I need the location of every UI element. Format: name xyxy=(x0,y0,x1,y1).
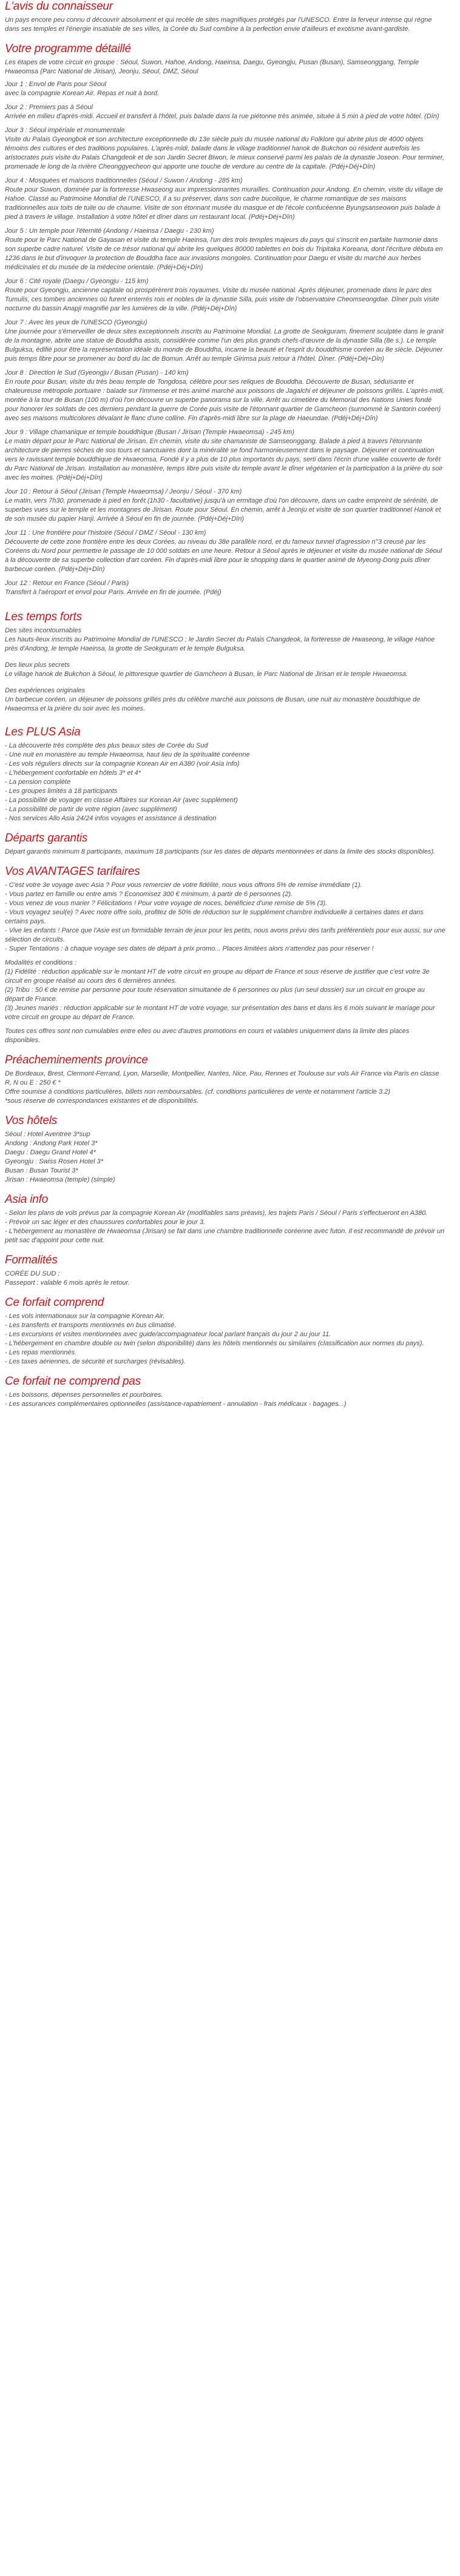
highlight-group xyxy=(5,686,445,714)
day-title: Jour 7 : Avec les yeux de l'UNESCO (Gyeongju) xyxy=(5,319,147,326)
day-title: Jour 9 : Village chamanique et temple bouddhique (Busan / Jirisan (Temple Hwaeomsa) - 245 km) xyxy=(5,429,294,436)
program-day xyxy=(5,318,445,364)
day-body: Une journée pour s'émerveiller de deux sites exceptionnels inscrits au Patrimoine Mondial. La grotte de Seokguram, finement sculptée dans le granit de la montagne, abrite une statue de Bouddha assis, considérée comme l'un des plus grands chefs-d'œuvre de la dynastie Silla (8e s.). Le temple Bulguksa, édifié pour être la représentation idéale du monde de Bouddha, incarne la beauté et l'esprit du bouddhisme coréen au 8e siècle. Déjeuner puis temps libre pour se promener au bord du lac de Bomun. Arrêt au temple Girimsa puis retour à l'hôtel. Dîner. (Pdéj+Déj+Dîn) xyxy=(5,328,444,363)
day-title: Jour 10 : Retour à Séoul (Jirisan (Temple Hwaeomsa) / Jeonju / Séoul - 370 km) xyxy=(5,488,242,495)
plus-item: - Nos services Allo Asia 24/24 infos voyages et assistance à destination xyxy=(5,815,217,822)
plus-heading: Les PLUS Asia xyxy=(5,726,81,738)
highlight-body: Un barbecue coréen, un déjeuner de poissons grillés près du célèbre marché aux poissons de Busan, une nuit au monastère bouddhique de Hwaeomsa et la prière du soir avec les moines. xyxy=(5,696,421,712)
program-days xyxy=(5,80,445,597)
preroutings-section xyxy=(5,1054,445,1106)
plus-item: - La découverte très complète des plus beaux sites de Corée du Sud xyxy=(5,742,208,749)
advantages-conditions-title: Modalités et conditions : xyxy=(5,959,77,966)
info-section xyxy=(5,1193,445,1245)
day-title: Jour 5 : Un temple pour l'éternité (Andong / Haeinsa / Daegu - 230 km) xyxy=(5,227,214,235)
day-title: Jour 12 : Retour en France (Séoul / Paris) xyxy=(5,580,129,587)
day-title: Jour 8 : Direction le Sud (Gyeongju / Busan (Pusan) - 140 km) xyxy=(5,369,189,376)
info-list xyxy=(5,1209,445,1245)
highlight-title: Des sites incontournables xyxy=(5,627,81,634)
preroutings-note: *sous réserve de correspondances existantes et de disponibilités. xyxy=(5,1097,199,1105)
condition-item: (1) Fidélité : réduction applicable sur le montant HT de votre circuit en groupe au départ de France et sous réserve de justifier que c'est votre 3e circuit en groupe réalisé au cours des 6 dernières années. xyxy=(5,968,430,985)
included-heading: Ce forfait comprend xyxy=(5,1296,104,1309)
preroutings-heading: Préacheminements province xyxy=(5,1054,148,1066)
preroutings-text: De Bordeaux, Brest, Clermont-Ferrand, Lyon, Marseille, Montpellier, Nantes, Nice, Pau, Rennes et Toulouse sur vols Air France via Paris en classe R, N ou E : 250 € * xyxy=(5,1070,439,1086)
day-body: Le matin, vers 7h30, promenade à pied en forêt (1h30 - facultative) jusqu'à un ermitage d'où l'on découvre, dans un cadre empreint de sérénité, de superbes vues sur le temple et les montagnes de Jirisan. Route pour Séoul. En chemin, arrêt à Jeonju et visite de son quartier traditionnel Hanok et de son musée du papier Hanji. Arrivée à Séoul en fin de journée. (Pdéj+Déj+Dîn) xyxy=(5,497,441,523)
formalities-heading: Formalités xyxy=(5,1254,58,1266)
program-day xyxy=(5,369,445,423)
day-title: Jour 4 : Mosquées et maisons traditionnelles (Séoul / Suwon / Andong - 285 km) xyxy=(5,177,243,184)
hotels-list xyxy=(5,1130,445,1185)
program-day xyxy=(5,529,445,574)
connoisseur-section xyxy=(5,0,445,34)
program-day xyxy=(5,103,445,121)
hotel-item: Gyeongju : Swiss Rosen Hotel 3* xyxy=(5,1158,104,1165)
excluded-item: - Les assurances complémentaires optionnelles (assistance-rapatriement - annulation - frais médicaux - bagages...) xyxy=(5,1400,347,1408)
highlights-heading: Les temps forts xyxy=(5,611,82,623)
day-body: Route pour le Parc National de Gayasan et visite du temple Haeinsa, l'un des trois temples majeurs du pays qui s'inscrit en parfaite harmonie dans son superbe cadre naturel. Visite de ce trésor national qui abrite les quelques 80000 tablettes en bois du Tripitaka Koreana, dont l'écriture débuta en 1236 dans le but d'invoquer la protection de Bouddha face aux invasions mongoles. Continuation pour Daegu et visite du marché aux herbes médicinales et du musée de la médecine orientale. (Pdéj+Déj+Dîn) xyxy=(5,236,443,271)
info-item: - L'hébergement au monastère de Hwaeomsa (Jirisan) se fait dans une chambre traditionnelle coréenne avec futon. Il est recommandé de prévoir un petit sac d'appoint pour cette nuit. xyxy=(5,1228,445,1244)
formality-item: CORÉE DU SUD : xyxy=(5,1270,60,1277)
program-day xyxy=(5,227,445,272)
hotel-item: Jirisan : Hwaeomsa (temple) (simple) xyxy=(5,1176,115,1183)
program-day xyxy=(5,176,445,222)
formalities-list xyxy=(5,1270,445,1288)
day-body: Route pour Gyeongju, ancienne capitale où prospérèrent trois royaumes. Visite du musée national. Après déjeuner, promenade dans le parc des Tumulis, ces tombes anciennes où furent enterrés rois et nobles de la dynastie Silla, puis visite de l'observatoire Cheomseongdae. Dîner puis visite nocturne du bassin Anapji magnifié par les lumières de la ville. (Pdéj+Déj+Dîn) xyxy=(5,287,439,312)
hotels-section xyxy=(5,1114,445,1185)
included-item: - L'hébergement en chambre double ou twin (selon disponibilité) dans les hôtels mentionnés ou similaires (classification aux normes du pays). xyxy=(5,1340,424,1347)
info-item: - Selon les plans de vols prévus par la compagnie Korean Air (modifiables sans préavis), les trajets Paris / Séoul / Paris s'effectueront en A380. xyxy=(5,1209,428,1217)
highlight-title: Des expériences originales xyxy=(5,687,86,694)
info-heading: Asia info xyxy=(5,1193,49,1206)
advantage-item: - Vous venez de vous marier ? Félicitations ! Pour votre voyage de noces, bénéficiez d'une remise de 5% (3). xyxy=(5,900,328,907)
advantage-item: - C'est votre 3e voyage avec Asia ? Pour vous remercier de votre fidélité, nous vous offrons 5% de remise immédiate (1). xyxy=(5,882,362,889)
day-body: Visite du Palais Gyeongbok et son architecture exceptionnelle du 13e siècle puis du musée national du Folklore qui abrite plus de 4000 objets témoins des cultures et des traditions populaires. L'après-midi, balade dans le village traditionnel hanok de Bukchon où résident autrefois les aristocrates puis visite du Palais Changdeok et de son Jardin Secret Biwon, le mieux conservé parmi les palais de la dynastie Joseon. Pour terminer, promenade le long de la rivière Cheonggyecheon qui apporte une touche de verdure au centre de la capitale. (Pdéj+Déj+Dîn) xyxy=(5,136,444,170)
departures-text: Départ garantis minimum 8 participants, maximum 18 participants (sur les dates de départs mentionnées et dans la limite des stocks disponibles). xyxy=(5,848,436,855)
program-day xyxy=(5,579,445,597)
condition-item: (2) Tribu : 50 € de remise par personne pour toute réservation simultanée de 6 personnes ou plus (un seul dossier) sur un circuit en groupe au départ de France. xyxy=(5,986,425,1003)
departures-section xyxy=(5,832,445,857)
plus-item: - La possibilité de voyager en classe Affaires sur Korean Air (avec supplément) xyxy=(5,797,238,804)
day-body: Découverte de cette zone frontière entre les deux Corées, au niveau du 38e parallèle nord, et du fameux tunnel d'agression n°3 creusé par les Coréens du Nord pour permettre le passage de 10 000 soldats en une heure. Retour à Séoul après le déjeuner et visite du musée national de Séoul à la découverte de sa superbe collection d'art coréen. Fin d'après-midi libre pour le shopping dans le quartier animé de Myeong-Dong puis dîner barbecue coréen. (Pdéj+Déj+Dîn) xyxy=(5,538,442,573)
program-day xyxy=(5,428,445,483)
included-item: - Les vols internationaux sur la compagnie Korean Air. xyxy=(5,1313,165,1320)
formalities-section xyxy=(5,1254,445,1288)
included-list xyxy=(5,1312,445,1367)
advantages-conditions xyxy=(5,968,445,1022)
plus-list xyxy=(5,741,445,823)
day-body: Le matin départ pour le Parc National de Jirisan. En chemin, visite du site chamaniste de Samseonggang. Balade à pied à travers l'étonnante architecture de pierres sèches de sos tours et sanctuaires dont la minéralité se fond harmonieusement dans le paysage. Déjeuner et continuation vers le ravissant temple bouddhique de Hwaeomsa. Fondé il y a plus de 10 plus importants du pays, serti dans l'écrin d'une vallée couverte de forêt du Parc National de Jirisan. Installation au monastère, temps libre puis visite du temple avant le dîner végétarien et la participation à la prière du soir avec les moines. (Pdéj+Déj+Dîn) xyxy=(5,438,443,481)
excluded-list xyxy=(5,1391,445,1409)
info-item: - Prévoir un sac léger et des chaussures confortables pour le jour 3. xyxy=(5,1219,206,1226)
program-day xyxy=(5,126,445,172)
hotel-item: Andong : Andong Park Hotel 3* xyxy=(5,1140,98,1147)
highlight-group xyxy=(5,661,445,679)
highlights-groups xyxy=(5,626,445,714)
program-day xyxy=(5,487,445,524)
day-body: En route pour Busan, visite du très beau temple de Tongdosa, célèbre pour ses reliques de Bouddha. Découverte de Busan, séduisante et chaleureuse métropole portuaire : balade sur l'immense et très animé marché aux poissons de Jagalchi et déjeuner de poissons grillés. L'après-midi, montée à la tour de Busan (100 m) d'où l'on découvre un superbe panorama sur la ville. Arrêt au cimetière du Memorial des Nations Unies fondé pour honorer les soldats de ces derniers pendant la guerre de Corée puis visite de l'étonnant quartier de Gamcheon (surnommé le Santorin coréen) avec ses maisons multicolores dévalant le flanc d'une colline. Fin d'après-midi libre sur la plage de Haeundae. (Pdéj+Déj+Dîn) xyxy=(5,378,444,422)
hotels-heading: Vos hôtels xyxy=(5,1114,58,1127)
plus-item: - La pension complète xyxy=(5,778,71,786)
hotel-item: Daegu : Daegu Grand Hotel 4* xyxy=(5,1149,96,1156)
preroutings-offers: Offre soumise à conditions particulières, billets non remboursables. (cf. conditions particulières de vente et notamment l'article 3.2) xyxy=(5,1088,390,1096)
plus-item: - Les groupes limités à 18 participants xyxy=(5,788,118,795)
condition-item: (3) Jeunes mariés : réduction applicable sur le montant HT de votre voyage, sur présentation des bans et dans les 6 mois suivant le mariage pour votre circuit en groupe au départ de France. xyxy=(5,1005,435,1021)
excluded-item: - Les boissons, dépenses personnelles et pourboires. xyxy=(5,1391,163,1399)
day-body: Transfert à l'aéroport et envol pour Paris. Arrivée en fin de journée. (Pdéj) xyxy=(5,589,222,596)
included-item: - Les transferts et transports mentionnés en bus climatisé. xyxy=(5,1322,177,1329)
included-item: - Les taxes aériennes, de sécurité et surcharges (révisables). xyxy=(5,1358,186,1365)
included-section xyxy=(5,1296,445,1367)
program-day xyxy=(5,277,445,313)
day-title: Jour 2 : Premiers pas à Séoul xyxy=(5,104,93,111)
excluded-section xyxy=(5,1375,445,1409)
hotel-item: Busan : Busan Tourist 3* xyxy=(5,1167,78,1174)
advantages-list xyxy=(5,881,445,954)
day-body: Arrivée en milieu d'après-midi. Accueil et transfert à l'hôtel, puis balade dans la rue piétonne très animée, située à 5 min à pied de votre hôtel. (Dîn) xyxy=(5,113,439,120)
program-intro: Les étapes de votre circuit en groupe : Séoul, Suwon, Hahoe, Andong, Haeinsa, Daegu, Gyeongju, Pusan (Busan), Samseonggang, Temple Hwaeomsa (Parc National de Jirisan), Jeonju, Séoul, DMZ, Séoul xyxy=(5,59,419,75)
plus-item: - Les vols réguliers directs sur la compagnie Korean Air en A380 (voir Asia Info) xyxy=(5,760,240,768)
connoisseur-text: Un pays encore peu connu d découvrir absolument et qui recèle de sites magnifiques protégés par l'UNESCO. Entre la ferveur intense qui règne dans ses temples et l'énergie insatiable de ses villes, la Corée du Sud combine à la perfection envie d'ailleurs et exotisme avant-gardiste. xyxy=(5,16,432,33)
advantages-note: Toutes ces offres sont non cumulables entre elles ou avec d'autres promotions en cours et valables uniquement dans la limite des places disponibles. xyxy=(5,1028,410,1044)
included-item: - Les excursions et visites mentionnées avec guide/accompagnateur local parlant français du jour 2 au jour 11. xyxy=(5,1331,331,1338)
plus-item: - La possibilité de partir de votre région (avec supplément) xyxy=(5,806,177,813)
highlight-group xyxy=(5,626,445,654)
program-day xyxy=(5,80,445,98)
hotel-item: Séoul : Hotel Aventree 3*sup xyxy=(5,1131,90,1138)
program-heading: Votre programme détaillé xyxy=(5,42,131,55)
advantage-item: - Vous partez en famille ou entre amis ? Economisez 300 € minimum, à partir de 6 personnes (2). xyxy=(5,891,293,898)
program-section xyxy=(5,42,445,597)
formality-item: Passeport : valable 6 mois après le retour. xyxy=(5,1279,130,1286)
plus-item: - Une nuit en monastère au temple Hwaeomsa, haut lieu de la spiritualité coréenne xyxy=(5,751,250,758)
day-title: Jour 11 : Une frontière pour l'histoire (Séoul / DMZ / Séoul - 130 km) xyxy=(5,529,206,537)
advantage-item: - Super Tentations : à chaque voyage ses dates de départ à prix promo... Places limitées alors n'attendez pas pour réserver ! xyxy=(5,945,374,952)
advantage-item: - Vous voyagez seul(e) ? Avec notre offre solo, profitez de 50% de réduction sur le supplément chambre individuelle à certaines dates et dans certains pays. xyxy=(5,909,424,925)
day-body: Route pour Suwon, dominée par la forteresse Hwaseong aux impressionnantes murailles. Continuation pour Andong. En chemin, visite du village de Hahoe. Classé au Patrimoine Mondial de l'UNESCO, il a su préserver, dans son cadre bucolique, le charme romantique de ses maisons traditionnelles aux toits de tuile ou de chaume. Visite de son étonnant musée du masque et de l'école confucéenne Byungsanseowon puis balade à pied à travers le village. Installation à votre hôtel et dîner dans un restaurant local. (Pdéj+Déj+Dîn) xyxy=(5,186,443,221)
departures-heading: Départs garantis xyxy=(5,832,88,845)
included-item: - Les repas mentionnés. xyxy=(5,1349,77,1356)
plus-section xyxy=(5,726,445,823)
day-title: Jour 3 : Séoul impériale et monumentale xyxy=(5,127,125,134)
advantages-section xyxy=(5,865,445,1045)
highlight-body: Les hauts-lieux inscrits au Patrimoine Mondial de l'UNESCO ; le Jardin Secret du Palais Changdeok, la forteresse de Hwaseong, le village Hahoe près d'Andong, le temple Haeinsa, la grotte de Seokguram et le temple Bulguksa. xyxy=(5,636,435,652)
advantage-item: - Vive les enfants ! Parce que l'Asie est un formidable terrain de jeux pour les petits, nous avons prévu des tarifs préférentiels pour eux aussi, sur une sélection de circuits. xyxy=(5,927,445,943)
highlight-title: Des lieux plus secrets xyxy=(5,661,70,669)
highlights-section xyxy=(5,611,445,714)
highlight-body: Le village hanok de Bukchon à Séoul, le pittoresque quartier de Gamcheon à Busan, le Parc National de Jirisan et le temple Hwaeomsa. xyxy=(5,671,408,678)
excluded-heading: Ce forfait ne comprend pas xyxy=(5,1375,141,1388)
day-title: Jour 1 : Envol de Paris pour Séoul xyxy=(5,81,106,88)
plus-item: - L'hébergement confortable en hôtels 3* et 4* xyxy=(5,769,141,777)
day-body: avec la compagnie Korean Air. Repas et nuit à bord. xyxy=(5,90,160,97)
day-title: Jour 6 : Cité royale (Daegu / Gyeongju - 115 km) xyxy=(5,278,149,285)
connoisseur-heading: L'avis du connaisseur xyxy=(5,0,113,13)
advantages-heading: Vos AVANTAGES tarifaires xyxy=(5,865,140,878)
